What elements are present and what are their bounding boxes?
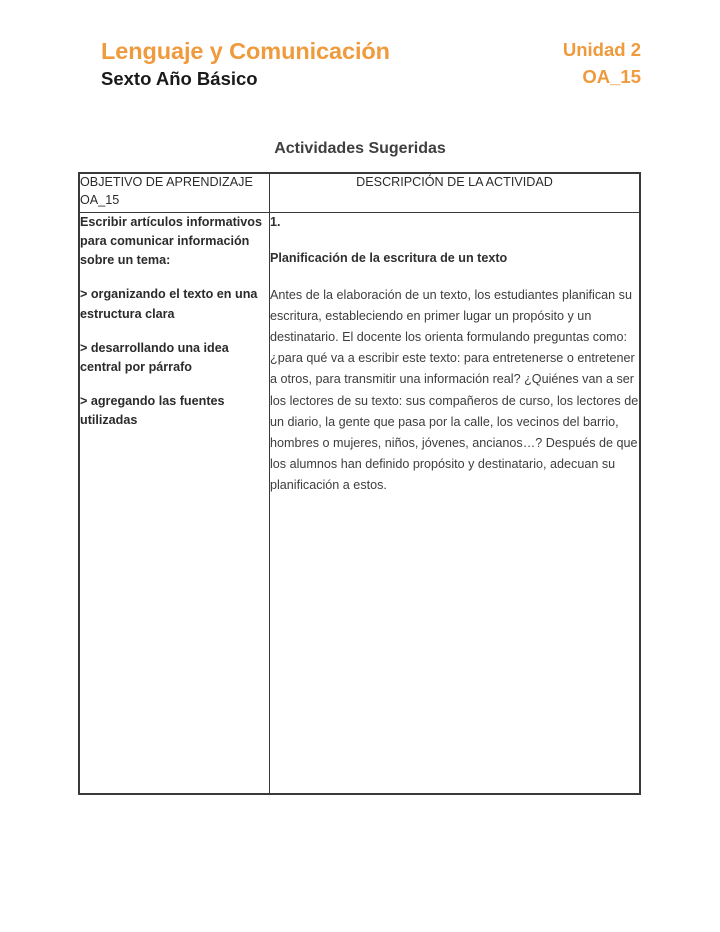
unit-label: Unidad 2 — [562, 39, 641, 60]
table-body-row — [80, 213, 640, 794]
activity-number: 1. — [270, 215, 281, 229]
activity-paragraph: Antes de la elaboración de un texto, los estudiantes planifican su escritura, estableciendo en primer lugar un propósito y un destinatario. El docente los orienta formulando preguntas como: ¿para qué va a escribir este texto: para entretenerse o entretener a otros, para transmitir una información real? ¿Quiénes van a ser los lectores de su texto: sus compañeros de curso, los lectores de un diario, la gente que pasa por la calle, los vecinos del barrio, hombres o mujeres, niños, jóvenes, ancianos…? Después de que los alumnos han definido propósito y destinatario, adecuan su planificación a estos. — [270, 287, 639, 493]
header-right-group — [563, 38, 641, 89]
table-header-row — [80, 174, 640, 213]
oa-code-label: OA_15 — [582, 65, 641, 87]
activities-table — [78, 172, 641, 795]
grade-subtitle: Sexto Año Básico — [101, 68, 258, 90]
activity-heading: Planificación de la escritura de un texto — [270, 250, 508, 265]
objective-bullet-3: > agregando las fuentes utilizadas — [80, 393, 225, 428]
objective-bullet-1: > organizando el texto en una estructura clara — [80, 287, 258, 321]
section-title: Actividades Sugeridas — [274, 140, 446, 157]
header-left-group — [101, 38, 390, 90]
objective-intro: Escribir artículos informativos para comunicar información sobre un tema: — [80, 215, 262, 268]
document-header — [101, 38, 641, 90]
table-header-objective: OBJETIVO DE APRENDIZAJE OA_15 — [80, 174, 270, 213]
table-header-description: DESCRIPCIÓN DE LA ACTIVIDAD — [270, 174, 640, 213]
objective-cell — [80, 213, 270, 794]
description-cell — [270, 213, 640, 794]
objective-bullet-2: > desarrollando una idea central por párrafo — [80, 340, 229, 374]
subject-title: Lenguaje y Comunicación — [101, 38, 390, 64]
